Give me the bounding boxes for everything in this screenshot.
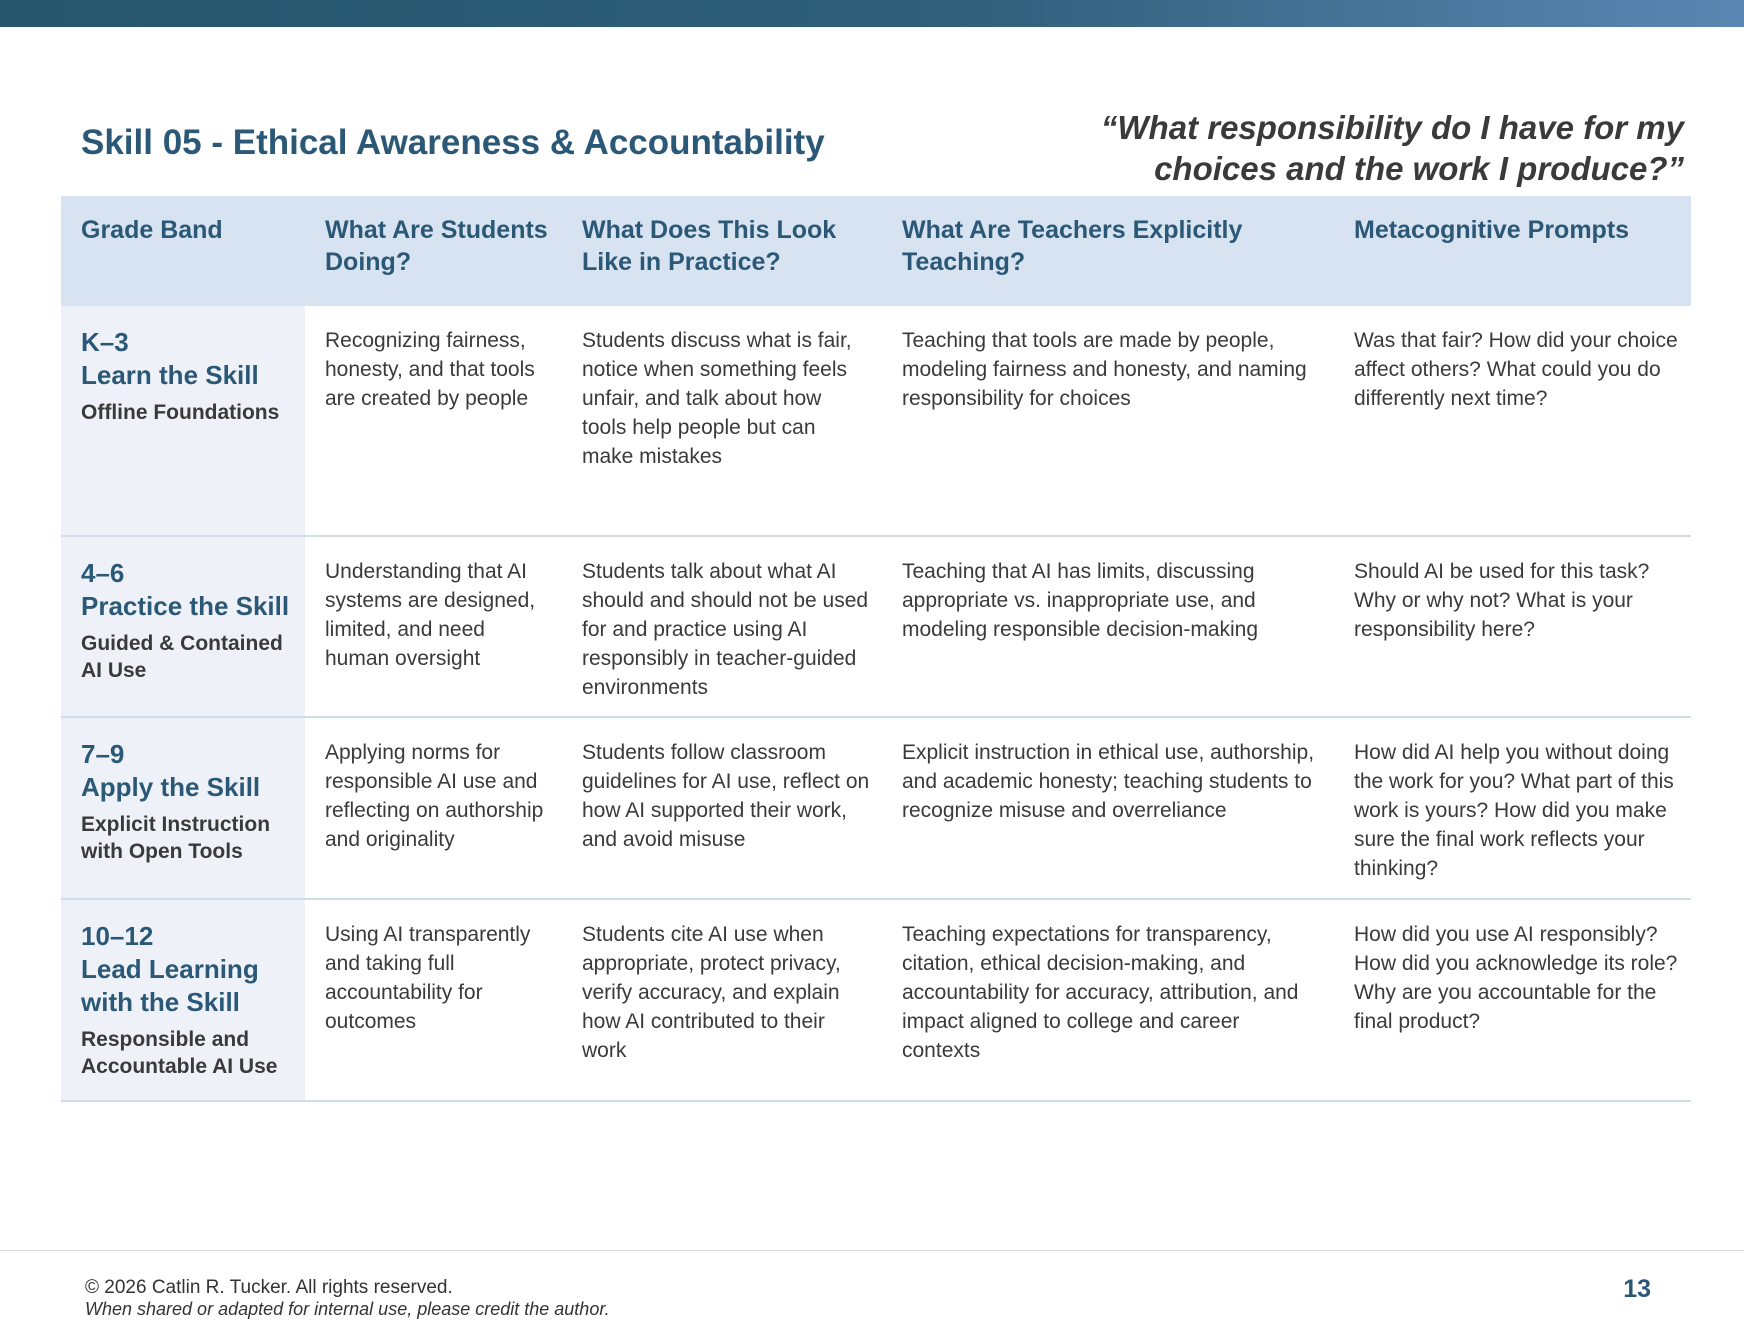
guiding-question-line-1: “What responsibility do I have for my (1100, 109, 1684, 146)
practice-cell: Students follow classroom guidelines for AI use, reflect on how AI supported their work, and avoid misuse (562, 717, 882, 899)
guiding-question-line-2: choices and the work I produce?” (1154, 150, 1684, 187)
grade-band-cell (61, 536, 305, 717)
table-body (61, 306, 1691, 1101)
band-subtitle: Guided & Contained AI Use (81, 632, 283, 682)
skill-progression-table (61, 196, 1691, 1102)
column-header-metacognitive-prompts: Metacognitive Prompts (1334, 196, 1691, 306)
grade-band-cell (61, 899, 305, 1101)
teaching-cell: Teaching expectations for transparency, citation, ethical decision-making, and accountability for accuracy, attribution, and impact aligned to college and career contexts (882, 899, 1334, 1101)
column-header-grade-band: Grade Band (61, 196, 305, 306)
prompts-cell: Was that fair? How did your choice affect others? What could you do differently next time? (1334, 306, 1691, 536)
column-header-students-doing: What Are Students Doing? (305, 196, 562, 306)
page-number: 13 (1623, 1275, 1651, 1303)
table-header (61, 196, 1691, 306)
table-row (61, 899, 1691, 1101)
footer-divider (0, 1250, 1744, 1251)
students-doing-cell: Understanding that AI systems are designed, limited, and need human oversight (305, 536, 562, 717)
credit-note: When shared or adapted for internal use, please credit the author. (85, 1299, 610, 1319)
skill-level: Practice the Skill (81, 591, 290, 621)
table-row (61, 306, 1691, 536)
band-subtitle: Responsible and Accountable AI Use (81, 1028, 278, 1078)
skill-level: Apply the Skill (81, 772, 261, 802)
practice-cell: Students discuss what is fair, notice when something feels unfair, and talk about how tools help people but can make mistakes (562, 306, 882, 536)
table-header-row (61, 196, 1691, 306)
guiding-question (1044, 107, 1684, 189)
grade-band-cell (61, 717, 305, 899)
column-header-teachers-teaching: What Are Teachers Explicitly Teaching? (882, 196, 1334, 306)
teaching-cell: Teaching that tools are made by people, modeling fairness and honesty, and naming responsibility for choices (882, 306, 1334, 536)
students-doing-cell: Applying norms for responsible AI use and reflecting on authorship and originality (305, 717, 562, 899)
grade-range: K–3 (81, 327, 129, 357)
grade-range: 4–6 (81, 558, 125, 588)
grade-band-cell (61, 306, 305, 536)
band-subtitle: Explicit Instruction with Open Tools (81, 813, 271, 863)
top-banner-bar (0, 0, 1744, 27)
table-row (61, 717, 1691, 899)
grade-range: 10–12 (81, 921, 154, 951)
teaching-cell: Explicit instruction in ethical use, authorship, and academic honesty; teaching students to recognize misuse and overreliance (882, 717, 1334, 899)
column-header-practice: What Does This Look Like in Practice? (562, 196, 882, 306)
students-doing-cell: Recognizing fairness, honesty, and that tools are created by people (305, 306, 562, 536)
prompts-cell: How did you use AI responsibly? How did you acknowledge its role? Why are you accountable for the final product? (1334, 899, 1691, 1101)
skill-level: Learn the Skill (81, 360, 259, 390)
prompts-cell: Should AI be used for this task? Why or why not? What is your responsibility here? (1334, 536, 1691, 717)
band-subtitle: Offline Foundations (81, 401, 280, 424)
table-row (61, 536, 1691, 717)
teaching-cell: Teaching that AI has limits, discussing appropriate vs. inappropriate use, and modeling responsible decision-making (882, 536, 1334, 717)
practice-cell: Students cite AI use when appropriate, protect privacy, verify accuracy, and explain how AI contributed to their work (562, 899, 882, 1101)
practice-cell: Students talk about what AI should and should not be used for and practice using AI responsibly in teacher-guided environments (562, 536, 882, 717)
grade-range: 7–9 (81, 739, 125, 769)
skill-level: Lead Learning with the Skill (81, 954, 259, 1017)
students-doing-cell: Using AI transparently and taking full accountability for outcomes (305, 899, 562, 1101)
copyright-notice: © 2026 Catlin R. Tucker. All rights reserved. (85, 1277, 453, 1298)
prompts-cell: How did AI help you without doing the work for you? What part of this work is yours? How did you make sure the final work reflects your thinking? (1334, 717, 1691, 899)
page-title: Skill 05 - Ethical Awareness & Accountability (81, 123, 825, 162)
